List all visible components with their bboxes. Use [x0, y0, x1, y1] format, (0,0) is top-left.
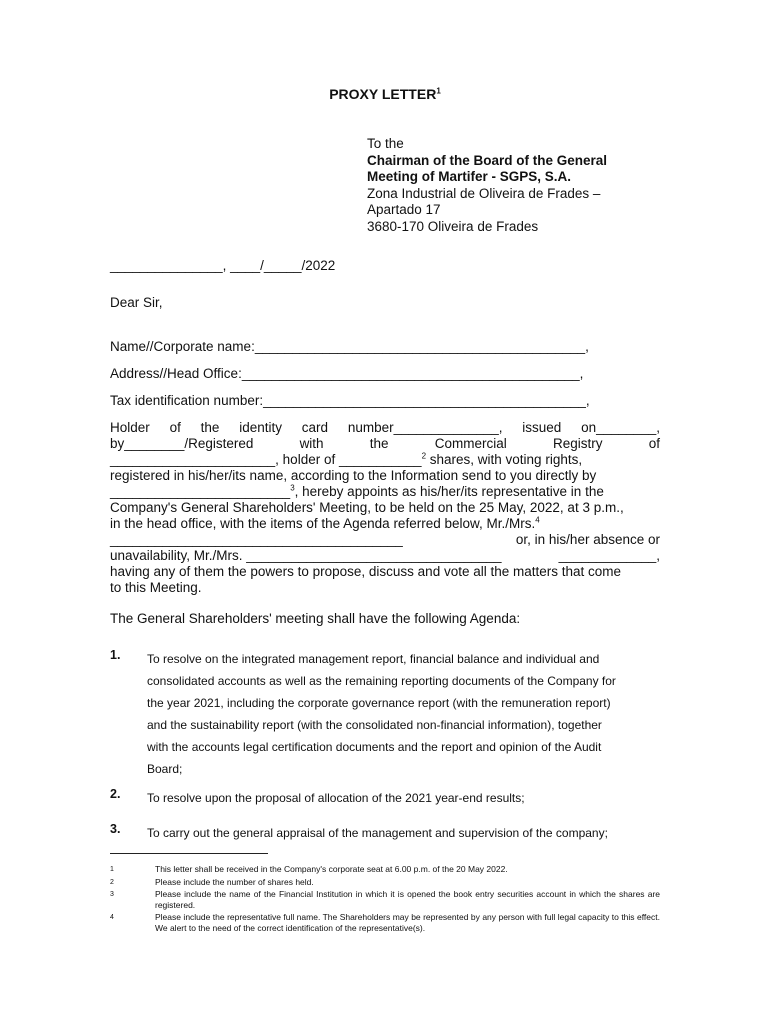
address-box: Apartado 17	[367, 202, 441, 217]
footnote-text: Please include the name of the Financial Institution in which it is opened the book entry securities account in which the shares are registered.	[155, 889, 660, 910]
body-paragraph	[110, 420, 660, 596]
agenda-intro: The General Shareholders' meeting shall have the following Agenda:	[110, 611, 521, 626]
body-line-1: Holder of the identity card number______________, issued on________,	[110, 420, 660, 435]
date-line: _______________, ____/_____/2022	[110, 258, 336, 273]
agenda-number: 3.	[110, 822, 121, 836]
body-line-3: ______________________, holder of ___________$^2$ shares, with voting rights,	[110, 451, 583, 467]
address-street: Zona Industrial de Oliveira de Frades –	[367, 185, 601, 201]
agenda-text: To resolve on the integrated management report, financial balance and individual and consolidated accounts as well as the remaining reporting documents of the Company for the year 2021, including the corporate governance report (with the remuneration report) and the sustainability report (with the consolidated non-financial information), together with the accounts legal certification documents and the report and opinion of the Audit Board;	[147, 652, 616, 776]
tax-id-field: Tax identification number:___________________________________________,	[110, 393, 590, 408]
address-chairman-line1: Chairman of the Board of the General	[367, 152, 608, 168]
body-line-2: by________/Registered with the Commercial Registry of	[110, 436, 660, 451]
footnote-ref-4: 4	[535, 515, 540, 525]
body-line-8: _______________________________________ or, in his/her absence or	[110, 532, 660, 547]
footnote-text: Please include the number of shares held.	[155, 877, 314, 887]
salutation: Dear Sir,	[110, 295, 163, 310]
agenda-text: To resolve upon the proposal of allocation of the 2021 year-end results;	[147, 791, 525, 805]
body-line-5: ________________________$^3$, hereby appoints as his/her/its representative in the	[110, 483, 604, 499]
footnote-ref-3: 3	[290, 483, 295, 493]
footnote-text: Please include the representative full name. The Shareholders may be represented by any person with full legal capacity to this effect. We alert to the need of the correct identification of the representative(s).	[155, 912, 660, 933]
body-line-7: in the head office, with the items of the Agenda referred below, Mr./Mrs.$^4$	[110, 515, 540, 531]
body-line-11: to this Meeting.	[110, 580, 202, 595]
body-line-4: registered in his/her/its name, according to the Information send to you directly by	[110, 468, 597, 483]
agenda-number: 2.	[110, 787, 121, 801]
footnote-number: 3	[110, 891, 114, 898]
address-postal: 3680-170 Oliveira de Frades	[367, 218, 539, 234]
footnote-number: 1	[110, 866, 114, 873]
footnote-separator	[110, 853, 268, 854]
footnote-ref-1: 1	[436, 86, 441, 96]
body-line-9: unavailability, Mr./Mrs. __________________________________ _____________,	[110, 548, 660, 563]
agenda-text: To carry out the general appraisal of the management and supervision of the company;	[147, 826, 608, 840]
agenda-number: 1.	[110, 648, 121, 662]
letter-title: PROXY LETTER$^1$	[329, 86, 441, 102]
footnote-number: 4	[110, 914, 114, 921]
address-chairman-line2: Meeting of Martifer - SGPS, S.A.	[367, 169, 572, 184]
footnote-ref-2: 2	[421, 451, 427, 461]
footnote-text: This letter shall be received in the Company's corporate seat at 6.00 p.m. of the 20 May 2022.	[155, 864, 508, 874]
recipient-address	[367, 136, 659, 235]
footnote-number: 2	[110, 879, 114, 886]
body-line-10: having any of them the powers to propose, discuss and vote all the matters that come	[110, 564, 622, 579]
body-line-6: Company's General Shareholders' Meeting, to be held on the 25 May, 2022, at 3 p.m.,	[110, 500, 624, 515]
address-to: To the	[367, 136, 404, 151]
name-field: Name//Corporate name:____________________________________________,	[110, 339, 589, 354]
address-field: Address//Head Office:_____________________________________________,	[110, 366, 584, 381]
